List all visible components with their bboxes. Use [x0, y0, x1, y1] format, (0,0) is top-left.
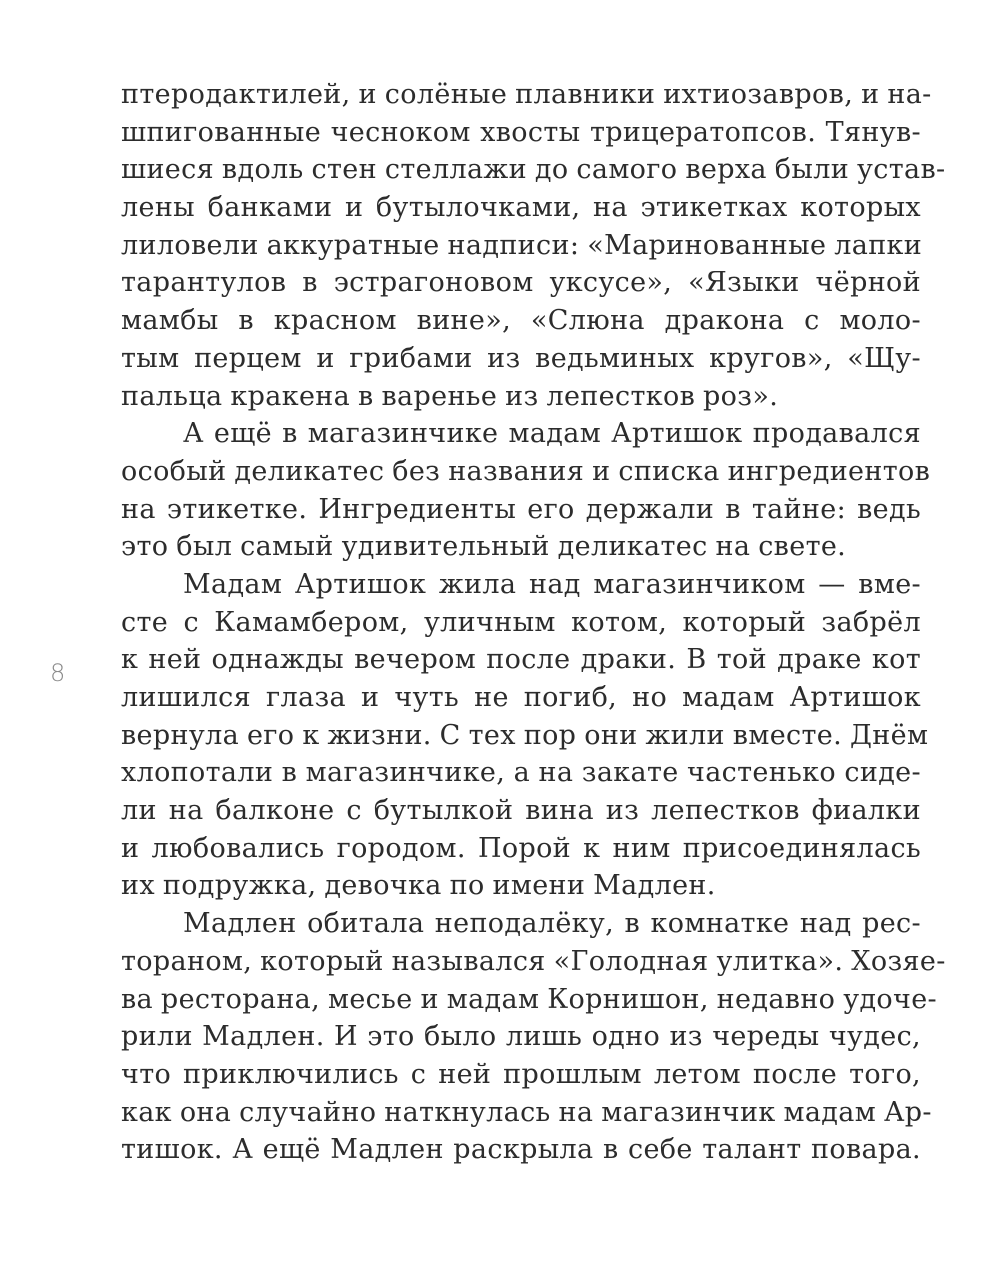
- page-number: 8: [50, 659, 66, 687]
- text-line: шиеся вдоль стен стеллажи до самого верха были устав-: [121, 154, 946, 186]
- text-line: шпигованные чесноком хвосты трицератопсов. Тянув-: [121, 116, 921, 148]
- text-line: на этикетке. Ингредиенты его держали в тайне: ведь: [121, 493, 921, 525]
- text-line: ва ресторана, месье и мадам Корнишон, недавно удоче-: [121, 983, 938, 1015]
- text-line: мамбы в красном вине», «Слюна дракона с моло-: [121, 305, 921, 337]
- text-line: что приключились с ней прошлым летом после того,: [121, 1058, 921, 1090]
- text-line: тарантулов в эстрагоновом уксусе», «Языки чёрной: [121, 267, 921, 299]
- text-line: особый деликатес без названия и списка ингредиентов: [121, 455, 931, 487]
- text-line: их подружка, девочка по имени Мадлен.: [121, 870, 716, 902]
- paragraph: [121, 905, 946, 1169]
- text-line: и любовались городом. Порой к ним присоединялась: [121, 832, 921, 864]
- body-text: [121, 76, 946, 1169]
- text-line: хлопотали в магазинчике, а на закате частенько сиде-: [121, 757, 921, 789]
- text-line: сте с Камамбером, уличным котом, который забрёл: [121, 606, 921, 638]
- text-line: это был самый удивительный деликатес на свете.: [121, 531, 847, 563]
- text-line: А ещё в магазинчике мадам Артишок продавался: [183, 418, 921, 450]
- paragraph: [121, 76, 946, 415]
- text-line: тишок. А ещё Мадлен раскрыла в себе талант повара.: [121, 1134, 921, 1166]
- text-line: пальца кракена в варенье из лепестков роз».: [121, 380, 779, 412]
- text-line: к ней однажды вечером после драки. В той драке кот: [121, 644, 921, 676]
- paragraph: [121, 566, 929, 905]
- text-line: тораном, который назывался «Голодная улитка». Хозяе-: [121, 945, 946, 977]
- text-line: Мадлен обитала неподалёку, в комнатке над рес-: [183, 908, 921, 940]
- text-line: вернула его к жизни. С тех пор они жили вместе. Днём: [121, 719, 929, 751]
- text-line: Мадам Артишок жила над магазинчиком — вме-: [183, 568, 921, 600]
- text-line: как она случайно наткнулась на магазинчик мадам Ар-: [121, 1096, 932, 1128]
- text-line: тым перцем и грибами из ведьминых кругов», «Щу-: [121, 342, 921, 374]
- text-line: лиловели аккуратные надписи: «Маринованные лапки: [121, 229, 923, 261]
- text-line: лены банками и бутылочками, на этикетках которых: [121, 192, 921, 224]
- paragraph: [121, 415, 931, 566]
- text-line: лишился глаза и чуть не погиб, но мадам Артишок: [121, 682, 921, 713]
- text-line: птеродактилей, и солёные плавники ихтиозавров, и на-: [121, 79, 932, 110]
- text-line: рили Мадлен. И это было лишь одно из череды чудес,: [121, 1021, 921, 1053]
- text-line: ли на балконе с бутылкой вина из лепестков фиалки: [121, 795, 921, 827]
